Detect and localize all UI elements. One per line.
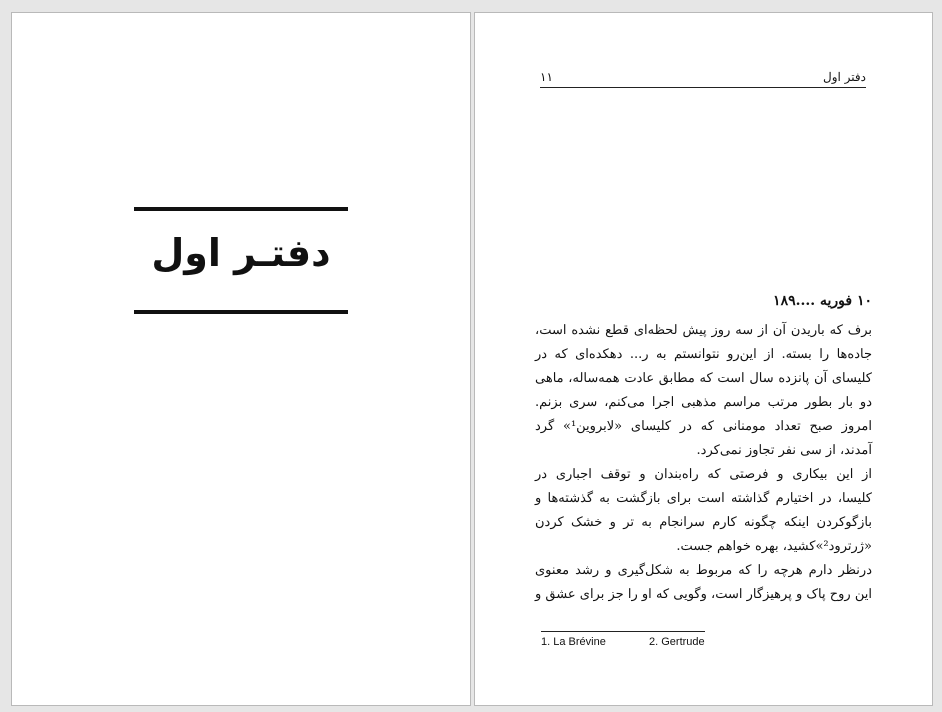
left-page <box>11 12 471 706</box>
title-rule-top <box>134 207 348 211</box>
body-line: درنظر دارم هرچه را که مربوط به شکل‌گیری و رشد معنوی <box>535 563 872 578</box>
footnote-2: 2. Gertrude <box>649 636 705 648</box>
body-line: این روح پاک و پرهیزگار است، وگویی که او را جز برای عشق و <box>535 587 872 602</box>
page-number: ۱۱ <box>540 70 553 84</box>
running-title: دفتر اول <box>823 70 866 84</box>
chapter-title: دفتـر اول <box>151 231 331 275</box>
body-line: دو بار بطور مرتب مراسم مذهبی اجرا می‌کنم، سری بزنم. <box>535 395 872 410</box>
body-line: جاده‌ها را بسته. از این‌رو نتوانستم به ر... دهکده‌ای که در <box>535 347 872 362</box>
footnotes <box>541 635 705 649</box>
footnote-1: 1. La Brévine <box>541 636 606 648</box>
entry-body <box>535 319 872 607</box>
body-line: آمدند، از سی نفر تجاوز نمی‌کرد. <box>696 443 872 458</box>
right-page <box>474 12 933 706</box>
body-line: از این بیکاری و فرصتی که راه‌بندان و توقف اجباری در <box>535 467 872 482</box>
body-line: بازگوکردن اینکه چگونه کارم سرانجام به تر و خشک کردن <box>535 515 872 530</box>
body-line: «ژرترود²»کشید، بهره خواهم جست. <box>676 539 872 554</box>
body-line: برف که باریدن آن از سه روز پیش لحظه‌ای قطع نشده است، <box>535 323 872 338</box>
body-line: کلیسای آن پانزده سال است که مطابق عادت همه‌ساله، ماهی <box>535 371 872 386</box>
body-line: کلیسا، در اختیارم گذاشته است برای بازگشت به گذشته‌ها و <box>535 491 872 506</box>
running-header <box>540 69 866 88</box>
body-line: امروز صبح تعداد مومنانی که در کلیسای «لابروین¹» گرد <box>535 419 872 434</box>
entry-date-heading: ۱۰ فوریه ....۱۸۹ <box>773 293 872 309</box>
title-rule-bottom <box>134 310 348 314</box>
footnote-rule <box>541 631 705 632</box>
